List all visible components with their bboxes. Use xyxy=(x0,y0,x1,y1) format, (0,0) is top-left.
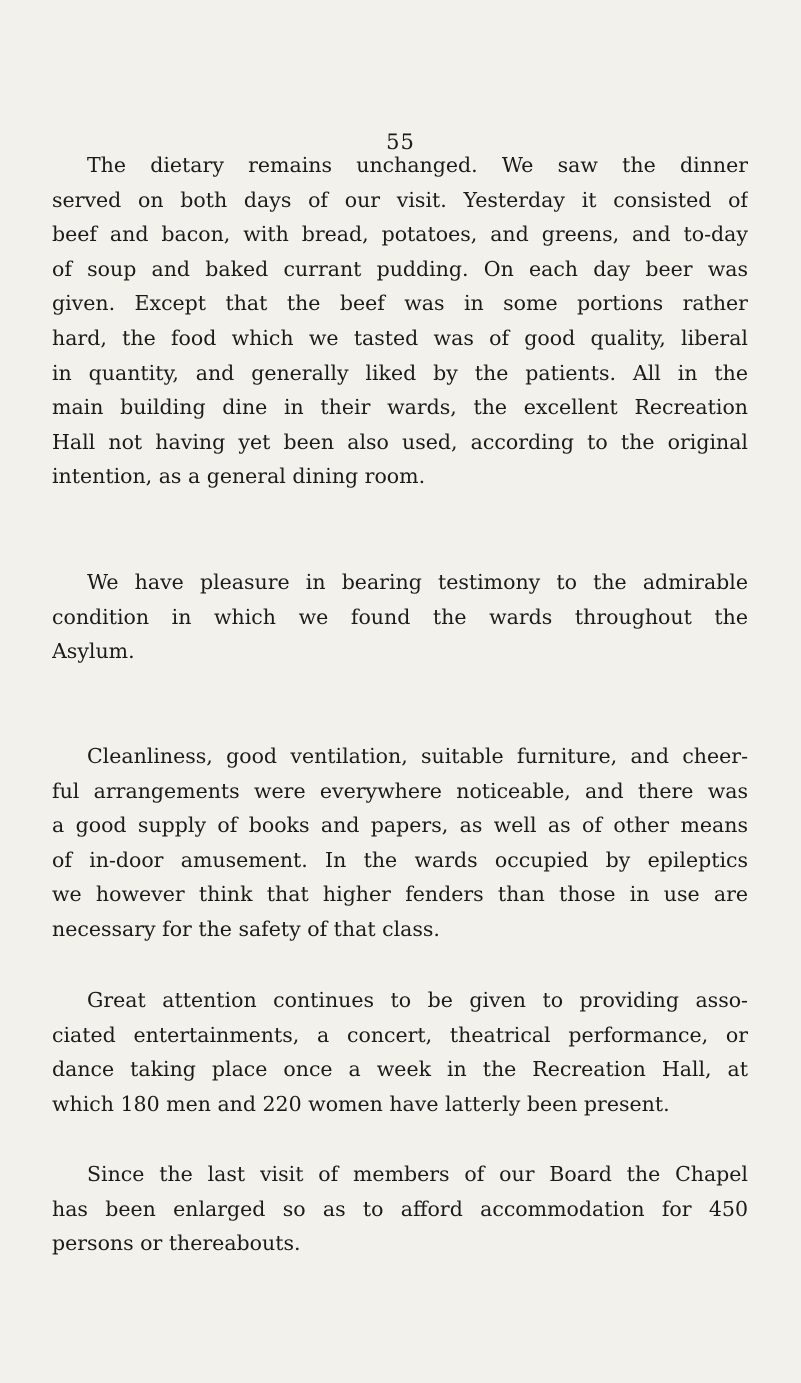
text-line: in quantity, and generally liked by the patients. All in the xyxy=(52,360,748,385)
text-line: given. Except that the beef was in some portions rather xyxy=(52,291,748,316)
text-line: a good supply of books and papers, as well as of other means xyxy=(52,813,748,838)
page-number: 55 xyxy=(386,130,415,154)
text-line: has been enlarged so as to afford accommodation for 450 xyxy=(52,1196,748,1221)
text-line: necessary for the safety of that class. xyxy=(52,916,440,941)
text-line: Great attention continues to be given to providing asso- xyxy=(87,988,748,1012)
paragraph-entertainments xyxy=(52,983,748,1121)
text-line: of soup and baked currant pudding. On each day beer was xyxy=(52,256,748,281)
paragraph-cleanliness xyxy=(52,739,748,947)
text-line: of in-door amusement. In the wards occupied by epileptics xyxy=(52,847,748,872)
text-line: Since the last visit of members of our Board the Chapel xyxy=(87,1162,748,1186)
text-line: ful arrangements were everywhere noticeable, and there was xyxy=(52,778,748,803)
paragraph-wards-condition xyxy=(52,565,748,669)
text-line: served on both days of our visit. Yesterday it consisted of xyxy=(52,187,748,212)
text-line: Asylum. xyxy=(52,639,135,664)
paragraph-dietary xyxy=(52,148,748,494)
text-line: We have pleasure in bearing testimony to the admirable xyxy=(87,570,748,594)
text-line: Cleanliness, good ventilation, suitable furniture, and cheer- xyxy=(87,744,748,768)
text-line: dance taking place once a week in the Recreation Hall, at xyxy=(52,1057,748,1082)
text-line: persons or thereabouts. xyxy=(52,1231,301,1256)
text-line: Hall not having yet been also used, according to the original xyxy=(52,429,748,454)
text-line: beef and bacon, with bread, potatoes, and greens, and to-day xyxy=(52,222,748,247)
text-line: which 180 men and 220 women have latterly been present. xyxy=(52,1091,670,1116)
text-line: main building dine in their wards, the excellent Recreation xyxy=(52,395,748,420)
paragraph-chapel xyxy=(52,1157,748,1261)
text-line: hard, the food which we tasted was of good quality, liberal xyxy=(52,325,748,350)
text-line: The dietary remains unchanged. We saw the dinner xyxy=(87,153,748,177)
text-line: we however think that higher fenders than those in use are xyxy=(52,882,748,907)
text-line: condition in which we found the wards throughout the xyxy=(52,604,748,629)
text-line: ciated entertainments, a concert, theatrical performance, or xyxy=(52,1022,748,1047)
text-line: intention, as a general dining room. xyxy=(52,464,426,489)
